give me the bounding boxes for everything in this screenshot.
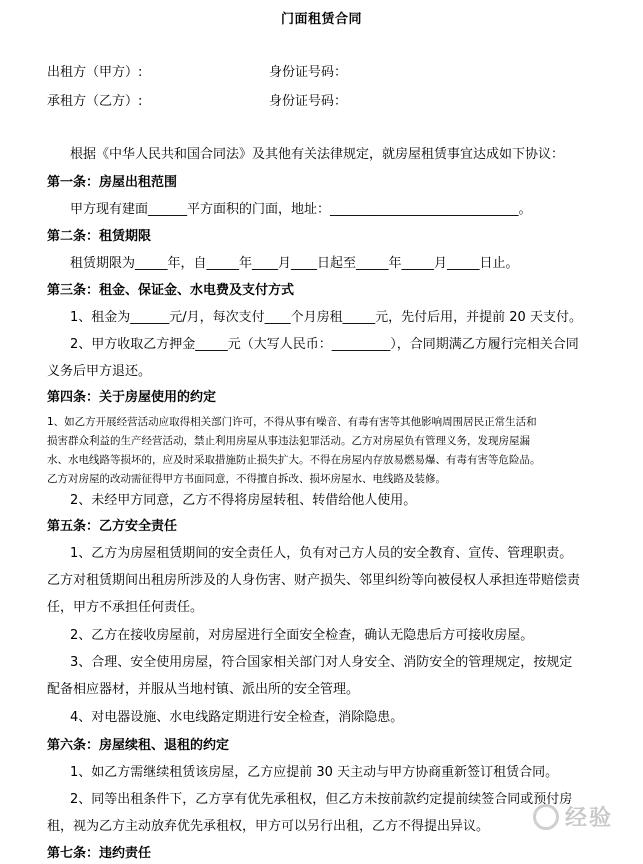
article-2-text: 租赁期限为_____年，自_____年____月____日起至_____年_____月_____日止。 — [70, 256, 519, 271]
article-6-item-2-line-2: 租，视为乙方主动放弃优先承租权，甲方可以另行出租，乙方不得提出异议。 — [47, 819, 490, 834]
party-b-row — [47, 93, 625, 111]
article-5-item-1-line-1: 1、乙方为房屋租赁期间的安全责任人，负有对己方人员的安全教育、宣传、管理职责。 — [70, 546, 573, 561]
article-3-heading: 第三条：租金、保证金、水电费及支付方式 — [47, 283, 295, 298]
article-5-heading: 第五条：乙方安全责任 — [47, 519, 178, 534]
article-3-item-2-line-1: 2、甲方收取乙方押金_____元（大写人民币：_________），合同期满乙方履行完相关合同 — [70, 337, 579, 352]
article-3-item-2-line-2: 义务后甲方退还。 — [47, 364, 152, 379]
article-5-item-3-line-2: 配备相应器材，并服从当地村镇、派出所的安全管理。 — [47, 682, 360, 697]
watermark — [533, 801, 613, 832]
article-1-heading: 第一条：房屋出租范围 — [47, 175, 178, 190]
article-4-item-1-line-4: 乙方对房屋的改动需征得甲方书面同意，不得擅自拆改、损坏房屋水、电线路及装修。 — [47, 473, 446, 485]
party-b-label: 承租方（乙方）: — [47, 94, 143, 109]
article-6-item-2-line-1: 2、同等出租条件下，乙方享有优先承租权，但乙方未按前款约定提前续签合同或预付房 — [70, 792, 573, 807]
intro-paragraph: 根据《中华人民共和国合同法》及其他有关法律规定，就房屋租赁事宜达成如下协议： — [70, 147, 565, 162]
article-2-heading: 第二条：租赁期限 — [47, 229, 152, 244]
article-7-heading: 第七条：违约责任 — [47, 846, 152, 861]
article-1-text: 甲方现有建面______平方面积的门面，地址：_____________________________。 — [70, 202, 532, 217]
article-6-heading: 第六条：房屋续租、退租的约定 — [47, 738, 230, 753]
paw-logo-icon — [533, 804, 559, 830]
party-a-row — [47, 64, 625, 82]
article-5-item-1-line-3: 任，甲方不承担任何责任。 — [47, 600, 204, 615]
article-3-item-1: 1、租金为______元/月，每次支付____个月房租_____元，先付后用，并提前 20 天支付。 — [70, 310, 582, 325]
article-6-item-1: 1、如乙方需继续租赁该房屋，乙方应提前 30 天主动与甲方协商重新签订租赁合同。 — [70, 765, 559, 780]
article-5-item-2: 2、乙方在接收房屋前，对房屋进行全面安全检查，确认无隐患后方可接收房屋。 — [70, 628, 534, 643]
article-4-item-1-line-3: 水、水电线路等损坏的，应及时采取措施防止损失扩大。不得在房屋内存放易燃易爆、有毒有害等危险品。 — [47, 454, 541, 466]
article-4-item-2: 2、未经甲方同意，乙方不得将房屋转租、转借给他人使用。 — [70, 493, 417, 508]
party-a-label: 出租方（甲方）: — [47, 65, 143, 80]
article-4-heading: 第四条：关于房屋使用的约定 — [47, 390, 217, 405]
party-b-id-label: 身份证号码： — [269, 94, 348, 109]
article-5-item-1-line-2: 乙方对租赁期间出租房所涉及的人身伤害、财产损失、邻里纠纷等向被侵权人承担连带赔偿责 — [47, 573, 581, 588]
article-5-item-3-line-1: 3、合理、安全使用房屋，符合国家相关部门对人身安全、消防安全的管理规定，按规定 — [70, 655, 573, 670]
article-4-item-1-line-2: 损害群众利益的生产经营活动，禁止利用房屋从事违法犯罪活动。乙方对房屋负有管理义务，发现房屋漏 — [47, 435, 530, 447]
party-a-id-label: 身份证号码： — [269, 65, 348, 80]
article-5-item-4: 4、对电器设施、水电线路定期进行安全检查，消除隐患。 — [70, 710, 404, 725]
article-4-item-1-line-1: 1、如乙方开展经营活动应取得相关部门许可，不得从事有噪音、有毒有害等其他影响周围居民正常生活和 — [47, 416, 537, 428]
document-title: 门面租赁合同 — [280, 12, 362, 27]
watermark-text: 经验 — [564, 806, 613, 831]
